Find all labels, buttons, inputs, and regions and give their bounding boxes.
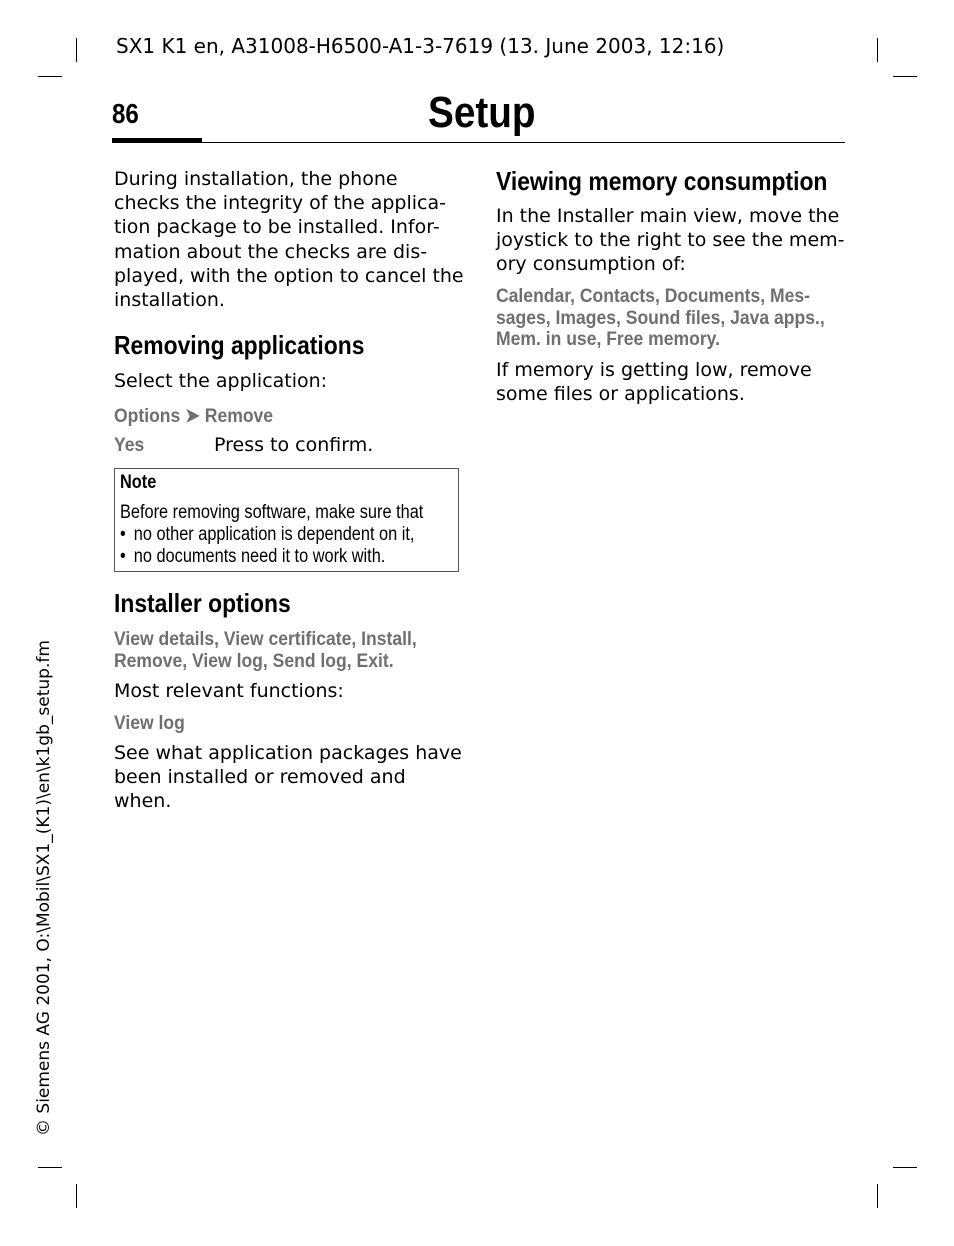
installer-options-heading: Installer options (114, 588, 291, 618)
note-box (114, 468, 459, 572)
memory-intro (496, 204, 846, 277)
bullet-icon: • (120, 546, 126, 567)
yes-description: Press to confirm. (214, 434, 374, 456)
note-bullet (120, 524, 423, 546)
menu-line: Mem. in use, Free memory. (496, 328, 721, 350)
menu-line: View details, View certificate, Install, (114, 628, 417, 650)
text-line: joystick to the right to see the mem- (496, 229, 845, 252)
yes-softkey: Yes (114, 434, 145, 456)
page-number: 86 (112, 98, 139, 129)
header-rule (112, 142, 845, 143)
crop-mark (877, 1184, 878, 1208)
page-title: Setup (428, 88, 536, 137)
text-line: been installed or removed and (114, 766, 406, 789)
menu-options: Options (114, 405, 181, 427)
text-line: tion package to be installed. Infor- (114, 216, 440, 239)
note-line: Before removing software, make sure that (120, 502, 424, 523)
removing-applications-heading: Removing applications (114, 330, 365, 360)
intro-paragraph (114, 167, 464, 312)
memory-menu-list (496, 286, 825, 351)
menu-path-remove (114, 405, 273, 427)
bullet-text: no documents need it to work with. (133, 546, 386, 567)
crop-mark (893, 1167, 917, 1168)
note-body (120, 502, 423, 568)
document-reference: SX1 K1 en, A31008-H6500-A1-3-7619 (13. June 2003, 12:16) (116, 34, 725, 58)
memory-outro (496, 358, 846, 406)
text-line: See what application packages have (114, 742, 462, 764)
bullet-icon: • (120, 524, 126, 545)
text-line: installation. (114, 289, 225, 312)
select-instruction: Select the application: (114, 370, 328, 392)
menu-remove: Remove (204, 405, 274, 427)
installer-menu-list (114, 628, 417, 672)
crop-mark (893, 76, 917, 77)
text-line: some files or applications. (496, 383, 745, 406)
menu-line: Calendar, Contacts, Documents, Mes- (496, 285, 811, 307)
crop-mark (877, 38, 878, 62)
relevant-functions-text: Most relevant functions: (114, 680, 344, 702)
crop-mark (38, 76, 62, 77)
text-line: ory consumption of: (496, 253, 686, 276)
text-line: During installation, the phone (114, 168, 398, 190)
text-line: In the Installer main view, move the (496, 205, 840, 227)
note-bullet (120, 546, 423, 568)
text-line: checks the integrity of the applica- (114, 192, 446, 215)
crop-mark (76, 1184, 77, 1208)
copyright-side-note: © Siemens AG 2001, O:\Mobil\SX1_(K1)\en\k1gb_setup.fm (34, 640, 54, 1136)
text-line: mation about the checks are dis- (114, 240, 428, 263)
text-line: when. (114, 790, 172, 813)
menu-line: sages, Images, Sound files, Java apps., (496, 306, 825, 329)
bullet-text: no other application is dependent on it, (133, 524, 415, 545)
memory-consumption-heading: Viewing memory consumption (496, 166, 828, 196)
note-title: Note (120, 472, 157, 493)
crop-mark (76, 38, 77, 62)
crop-mark (38, 1167, 62, 1168)
view-log-description (114, 741, 464, 814)
text-line: If memory is getting low, remove (496, 359, 812, 381)
menu-line: Remove, View log, Send log, Exit. (114, 650, 394, 672)
text-line: played, with the option to cancel the (114, 264, 464, 287)
arrow-right-icon: ➤ (185, 405, 200, 427)
view-log-item: View log (114, 712, 185, 734)
